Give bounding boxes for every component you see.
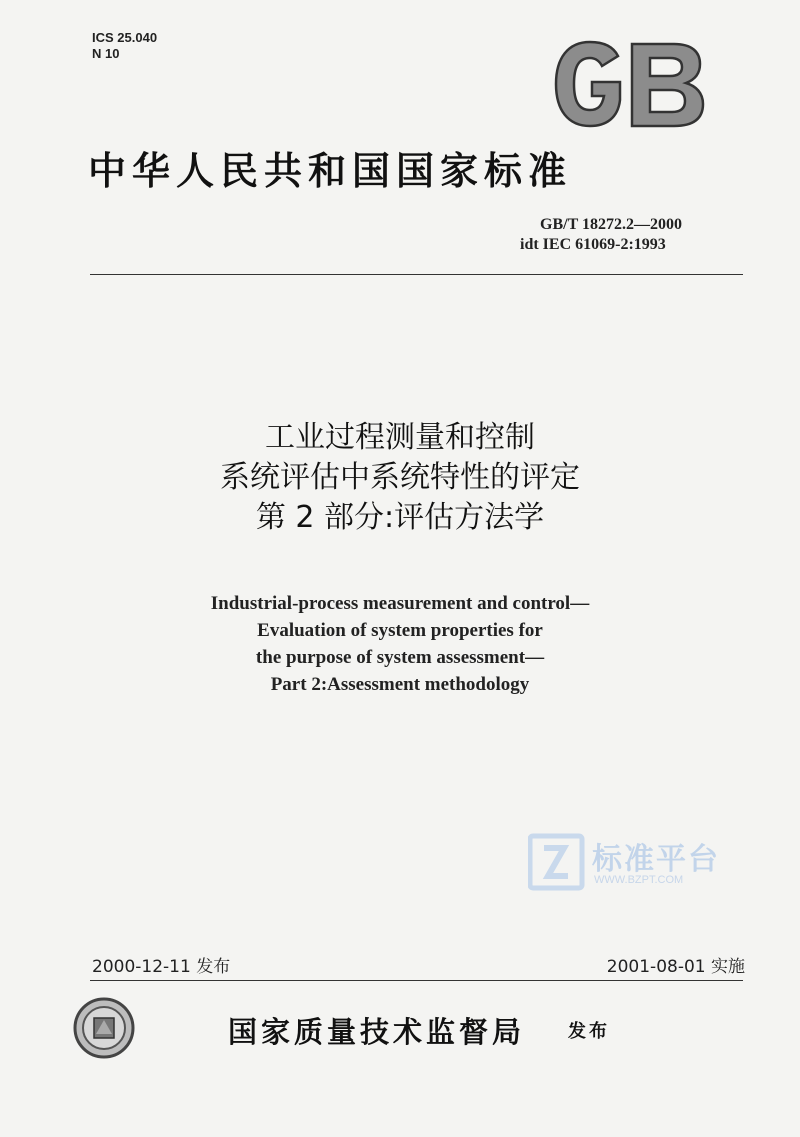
ics-code: ICS 25.040 — [92, 30, 158, 45]
national-standard-title: 中华人民共和国国家标准 — [88, 148, 573, 193]
english-title — [100, 590, 700, 698]
english-title-line: Part 2:Assessment methodology — [270, 674, 530, 695]
chinese-title-line: 系统评估中系统特性的评定 — [220, 460, 580, 495]
bottom-divider — [90, 980, 743, 981]
gb-logo-icon — [552, 38, 707, 130]
english-title-line: Industrial-process measurement and control— — [210, 593, 590, 614]
issuing-authority: 国家质量技术监督局 — [228, 1015, 526, 1049]
top-divider — [90, 274, 743, 275]
ics-classification — [92, 30, 157, 62]
standard-code: GB/T 18272.2—2000 — [540, 216, 682, 233]
issuing-label: 发布 — [568, 1021, 610, 1042]
english-title-line: the purpose of system assessment— — [255, 647, 545, 668]
english-title-line: Evaluation of system properties for — [257, 620, 543, 641]
chinese-title-line: 第 2 部分:评估方法学 — [255, 500, 545, 535]
standard-number — [520, 215, 720, 255]
watermark-text: 标准平台 — [592, 842, 720, 877]
chinese-title-line: 工业过程测量和控制 — [265, 420, 535, 455]
chinese-title — [100, 418, 700, 538]
seal-emblem-icon — [72, 996, 136, 1060]
identical-iec-code: idt IEC 61069-2:1993 — [520, 236, 666, 253]
n-code: N 10 — [92, 46, 120, 61]
watermark-url: WWW.BZPT.COM — [594, 874, 684, 886]
effective-date: 2001-08-01 实施 — [606, 957, 745, 977]
publish-date: 2000-12-11 发布 — [92, 957, 231, 977]
